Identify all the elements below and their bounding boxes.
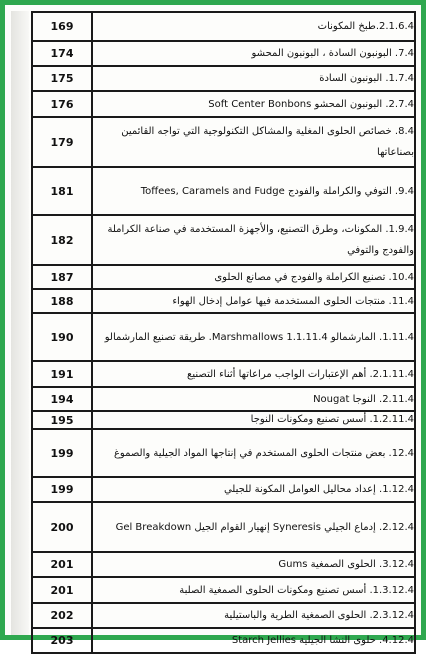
toc-entry-title: 1.7.4. البونبون السادة xyxy=(92,66,415,91)
toc-entry-title: 12.4. بعض منتجات الحلوى المستخدم في إنتاجها المواد الجيلية والصموغ xyxy=(92,429,415,477)
toc-row xyxy=(32,117,415,167)
toc-entry-title: 4.12.4. حلوى النشا الجيلية Starch Jellies xyxy=(92,628,415,653)
toc-page-number: 179 xyxy=(32,117,92,167)
toc-row xyxy=(32,411,415,429)
toc-row xyxy=(32,12,415,41)
toc-page-number: 169 xyxy=(32,12,92,41)
toc-entry-title: 3.12.4. الحلوى الصمغية Gums xyxy=(92,552,415,577)
toc-page-number: 202 xyxy=(32,603,92,628)
toc-entry-title: 2.1.6.4.طبخ المكونات xyxy=(92,12,415,41)
toc-page-number: 199 xyxy=(32,429,92,477)
toc-page-number: 182 xyxy=(32,215,92,265)
toc-row xyxy=(32,477,415,502)
toc-entry-title: 10.4. تصنيع الكراملة والفودج في مصانع الحلوى xyxy=(92,265,415,289)
toc-row xyxy=(32,387,415,411)
toc-row xyxy=(32,502,415,552)
table-of-contents xyxy=(31,11,416,654)
toc-entry-title: 1.9.4. المكونات، وطرق التصنيع، والأجهزة المستخدمة في صناعة الكراملة والفودج والتوفي xyxy=(92,215,415,265)
toc-row xyxy=(32,289,415,313)
toc-entry-title: 1.2.11.4. أسس تصنيع ومكونات النوجا xyxy=(92,411,415,429)
toc-entry-title: 2.3.12.4. الحلوى الصمغية الطرية والباستيلية xyxy=(92,603,415,628)
toc-row xyxy=(32,313,415,361)
toc-entry-title: 7.4. البونبون السادة ، البونبون المحشو xyxy=(92,41,415,66)
toc-row xyxy=(32,577,415,603)
toc-row xyxy=(32,91,415,117)
toc-entry-title: 1.12.4. إعداد محاليل العوامل المكونة للجيلي xyxy=(92,477,415,502)
toc-row xyxy=(32,215,415,265)
toc-page-number: 181 xyxy=(32,167,92,215)
toc-page-number: 187 xyxy=(32,265,92,289)
toc-page-number: 191 xyxy=(32,361,92,387)
toc-page-number: 175 xyxy=(32,66,92,91)
binding-shadow xyxy=(11,11,29,635)
toc-page-number: 194 xyxy=(32,387,92,411)
toc-row xyxy=(32,603,415,628)
toc-entry-title: 1.11.4. المارشمالو Marshmallows 1.1.11.4. طريقة تصنيع المارشمالو xyxy=(92,313,415,361)
toc-page-number: 200 xyxy=(32,502,92,552)
toc-row xyxy=(32,41,415,66)
toc-row xyxy=(32,429,415,477)
toc-row xyxy=(32,265,415,289)
toc-row xyxy=(32,361,415,387)
toc-entry-title: 2.7.4. البونبون المحشو Soft Center Bonbons xyxy=(92,91,415,117)
toc-row xyxy=(32,167,415,215)
toc-page-number: 174 xyxy=(32,41,92,66)
toc-page-number: 190 xyxy=(32,313,92,361)
toc-entry-title: 8.4. خصائص الحلوى المغلية والمشاكل التكنولوجية التي تواجه القائمين بصناعاتها xyxy=(92,117,415,167)
toc-row xyxy=(32,66,415,91)
toc-entry-title: 1.3.12.4. أسس تصنيع ومكونات الحلوى الصمغية الصلبة xyxy=(92,577,415,603)
toc-entry-title: 11.4. منتجات الحلوى المستخدمة فيها عوامل إدخال الهواء xyxy=(92,289,415,313)
toc-page-number: 201 xyxy=(32,552,92,577)
toc-page-number: 201 xyxy=(32,577,92,603)
toc-page-number: 195 xyxy=(32,411,92,429)
toc-entry-title: 2.12.4. إدماع الجيلي Syneresis إنهيار القوام الجيل Gel Breakdown xyxy=(92,502,415,552)
toc-page-number: 203 xyxy=(32,628,92,653)
toc-entry-title: 9.4. التوفي والكراملة والفودج Toffees, Caramels and Fudge xyxy=(92,167,415,215)
toc-page-number: 176 xyxy=(32,91,92,117)
toc-row xyxy=(32,552,415,577)
toc-entry-title: 2.11.4. النوجا Nougat xyxy=(92,387,415,411)
toc-entry-title: 2.1.11.4. أهم الإعتبارات الواجب مراعاتها أثناء التصنيع xyxy=(92,361,415,387)
toc-page-number: 199 xyxy=(32,477,92,502)
toc-page-number: 188 xyxy=(32,289,92,313)
toc-row xyxy=(32,628,415,653)
